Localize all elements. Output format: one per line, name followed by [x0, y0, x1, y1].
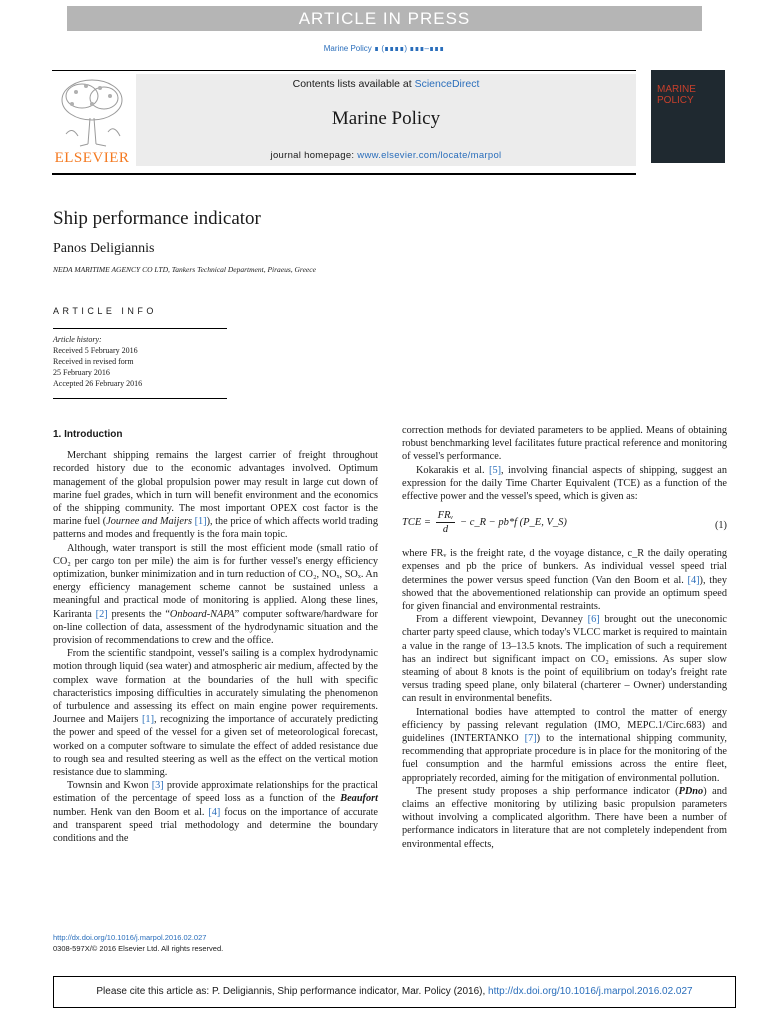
running-citation[interactable]: Marine Policy ∎ (∎∎∎∎) ∎∎∎–∎∎∎ — [323, 44, 445, 53]
journal-header — [136, 74, 636, 166]
paragraph: From a different viewpoint, Devanney [6] brought out the uneconomic charter party speed clause, which today's VLCC market is required to maintain a value in the range of 13–13.5 knots. The implication of such a requirement has an indirect but significant impact on CO₂ emissions. As super slow steaming of about 8 knots is the point of equilibrium on today's freight rate versus trading speed plane, only bilateral (charterer – Owner) understanding can result in environmental benefits. — [402, 614, 728, 705]
footer-doi — [53, 932, 223, 954]
elsevier-logo — [52, 74, 132, 166]
cite-text: Please cite this article as: P. Deligiannis, Ship performance indicator, Mar. Policy (2016), — [96, 986, 489, 997]
article-in-press-banner: ARTICLE IN PRESS — [67, 6, 702, 31]
journal-name: Marine Policy — [331, 108, 441, 129]
reference-link[interactable]: [4] — [687, 574, 700, 586]
header-top-rule — [52, 70, 636, 71]
equation-rhs: − c_R − pb*f (P_E, V_S) — [459, 517, 567, 529]
reference-link[interactable]: [1] — [142, 714, 155, 726]
paragraph: correction methods for deviated parameters to be applied. Means of obtaining robust benchmarking level facilitates future practical reference and monitoring of vessel's performance. — [402, 425, 727, 463]
revised-date: 25 February 2016 — [53, 368, 110, 377]
received-date: Received 5 February 2016 — [53, 346, 138, 355]
cite-doi-link[interactable]: http://dx.doi.org/10.1016/j.marpol.2016.02.027 — [488, 986, 693, 997]
paragraph: Kokarakis et al. [5], involving financial aspects of shipping, suggest an expression for the daily Time Charter Equivalent (TCE) as a function of the effective power and the vessel's speed, which is given as: — [402, 464, 727, 503]
paragraph: International bodies have attempted to control the matter of energy efficiency by passing relevant regulation (IMO, MEPC.1/Circ.683) and guidelines (INTERTANKO [7]) to the international shipping community, recommending that appropriate procedure is in place for the monitoring of the fuel consumption and the harmful emissions across the entire fleet, appropriately recorded, aiming for the mitigation of environmental pollution. — [402, 706, 727, 784]
publisher-wordmark: ELSEVIER — [54, 150, 130, 166]
reference-link[interactable]: [3] — [151, 780, 164, 792]
contents-availability: Contents lists available at ScienceDirect — [292, 78, 480, 90]
revised-label: Received in revised form — [53, 357, 134, 366]
paragraph: Merchant shipping remains the largest carrier of freight throughout recorded history due to the economic advantages involved. Optimum management of the global propulsion power may result in large cut down of marine fuel grades, which in turn will benefit environment and the economics of the shipping community. The most important OPEX cost factor is the marine fuel (Journee and Maijers [1]), the price of which affects world trading patterns and modes and frequently is the fora main topic. — [53, 450, 378, 541]
paragraph: where FRᵥ is the freight rate, d the voyage distance, c_R the daily operating expenses and pb the price of bunkers. As individual vessel speed trial determines the power versus speed function (Van den Boom et al. [4]), they showed that the abovementioned relationship can provide an optimum speed for given financial and environmental restraints. — [402, 548, 727, 613]
cite-this-article-box — [53, 976, 736, 1008]
reference-link[interactable]: [6] — [587, 614, 600, 626]
article-author: Panos Deligiannis — [53, 241, 155, 256]
reference-link[interactable]: [5] — [489, 464, 502, 476]
journal-homepage-link[interactable]: www.elsevier.com/locate/marpol — [357, 150, 502, 161]
paragraph: Townsin and Kwon [3] provide approximate relationships for the practical estimation of the percentage of speed loss as a function of the Beaufort number. Henk van den Boom et al. [4] focus on the importance of accurate and transparent speed trial methodology and determine the boundary conditions and the — [53, 780, 378, 845]
journal-homepage: journal homepage: www.elsevier.com/locate/marpol — [270, 150, 502, 161]
sciencedirect-link[interactable]: ScienceDirect — [414, 78, 480, 90]
article-info-heading: ARTICLE INFO — [53, 306, 157, 316]
equation-lhs: TCE = — [402, 517, 431, 529]
left-column — [53, 424, 378, 845]
accepted-date: Accepted 26 February 2016 — [53, 379, 143, 388]
section-heading-introduction: 1. Introduction — [53, 429, 123, 440]
equation-number: (1) — [714, 520, 727, 532]
reference-link[interactable]: [4] — [208, 806, 221, 818]
paragraph: Although, water transport is still the most efficient mode (small ratio of CO₂ per cargo ton per mile) the aim is for further vessel's energy efficiency optimization, bunker minimization and in turn reduction of CO₂, NOₓ, SOₓ. An energy efficiency management scheme cannot be sustained unless a meaningful and practical mode of monitoring is applied. Along these lines, Kariranta [2] presents the “Onboard-NAPA” computer software/hardware for on-line collection of data, assessment of the hydrodynamic situation and the provision of recommendations to crew and the office. — [53, 542, 379, 647]
cover-title-line2: POLICY — [657, 95, 694, 106]
journal-cover — [651, 70, 725, 163]
elsevier-tree-icon — [52, 74, 132, 150]
cover-title-line1: MARINE — [657, 84, 696, 95]
equation-1 — [402, 507, 727, 541]
right-column — [402, 424, 727, 851]
reference-link[interactable]: [2] — [95, 608, 108, 620]
article-title: Ship performance indicator — [53, 208, 261, 229]
reference-link[interactable]: [7] — [524, 733, 537, 745]
article-history — [53, 334, 142, 389]
copyright: 0308-597X/© 2016 Elsevier Ltd. All rights reserved. — [53, 944, 224, 953]
history-label: Article history: — [53, 335, 102, 344]
article-info-rule-bottom — [53, 398, 227, 399]
author-affiliation: NEDA MARITIME AGENCY CO LTD, Tankers Technical Department, Piraeus, Greece — [53, 265, 316, 274]
article-info-rule-top — [53, 328, 227, 329]
paragraph: The present study proposes a ship performance indicator (PDno) and claims an effective monitoring by utilizing basic propulsion parameters without involving a complicated algorithm. There have been a number of performance indicators in literature that are not completely independent from environmental effects, — [402, 785, 727, 850]
paragraph: From the scientific standpoint, vessel's sailing is a complex hydrodynamic motion through liquid (sea water) and atmospheric air medium, affected by the complex wave formation at the boundaries of the hull with specific characteristics imposing difficulties in accurately simulating the phenomenon of turbulence and assessing its effect on main engine power requirements. Journee and Maijers [1], recognizing the importance of accurately predicting the power and speed of the vessel for a given set of meteorological forecast, worked on a computer software to simulate the effect of added resistance due to rough sea and resulted steering as well as the effect on the vertical motion resistance due to slamming. — [53, 648, 378, 779]
doi-link[interactable]: http://dx.doi.org/10.1016/j.marpol.2016.02.027 — [53, 933, 207, 942]
reference-link[interactable]: [1] — [194, 516, 207, 528]
header-bottom-rule — [52, 173, 636, 175]
equation-fraction: $\frac{\text{FRᵥ}}{d}$ — [437, 510, 454, 536]
